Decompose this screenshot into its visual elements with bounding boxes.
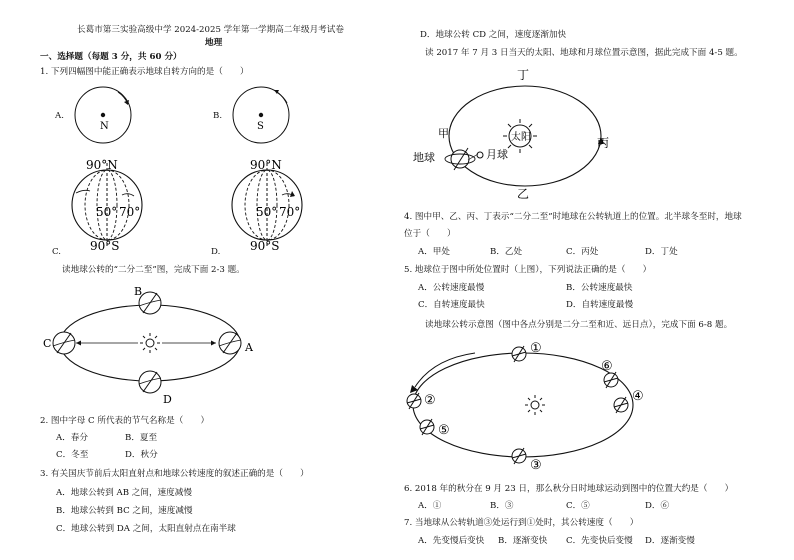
q7-option-d: D．逐渐变慢 [645,536,695,546]
q2-option-a: A．春分 [56,433,88,443]
earth-a-icon [219,332,241,354]
q1d-lat-90s: 90°S [250,239,280,253]
q6-orbit-figure [400,335,670,473]
q1-figure-d-globe [222,155,312,255]
fig6-label-4: ④ [632,389,644,404]
sun-icon [503,119,537,153]
question-5-stem: 5. 地球位于图中所处位置时（上图），下列说法正确的是（ ） [404,265,652,275]
moon-icon [477,152,483,158]
q5-option-d: D．自转速度最慢 [566,300,634,310]
earth-pos-5-icon [420,419,434,435]
q1-option-d: D. [211,247,221,257]
q2-option-b: B．夏至 [125,433,158,443]
question-4-stem: 4. 图中甲、乙、丙、丁表示“二分二至”时地球在公转轨道上的位置。北半球冬至时，地球 [404,212,742,222]
q7-option-a: A．先变慢后变快 [418,536,485,546]
exam-title: 长葛市第三实验高级中学 2024-2025 学年第一学期高二年级月考试卷 [77,25,344,35]
q1c-lat-90n: 90°N [86,158,118,172]
question-3-stem: 3. 有关国庆节前后太阳直射点和地球公转速度的叙述正确的是（ ） [40,469,309,479]
q6-option-b: B．③ [490,501,514,511]
q1-option-c: C. [52,247,62,257]
question-4-stem-2: 位于（ ） [404,229,456,239]
q4-option-b: B．乙处 [490,247,523,257]
intro-q4-5: 读 2017 年 7 月 3 日当天的太阳、地球和月球位置示意图，据此完成下面 4-5 题。 [425,48,743,58]
fig6-label-1: ① [530,341,542,356]
q4-orbit-figure [410,64,630,204]
q1c-lat-50: 50° [96,205,118,219]
section-heading: 一、选择题（每题 3 分，共 60 分） [40,52,182,62]
fig4-label-ding: 丁 [517,68,530,82]
q1-option-b: B. [213,111,223,121]
q1d-lat-70: 70° [279,205,301,219]
q1-option-a: A. [55,111,64,121]
earth-pos-2-icon [407,393,421,409]
q1-figure-b-polar-south [228,80,298,150]
q1-pole-s-label: S [257,121,264,132]
q1-figure-c-globe [62,155,152,255]
earth-pos-4-icon [614,397,628,413]
fig4-label-jia: 甲 [438,127,449,140]
sun-icon [140,333,160,353]
q4-option-c: C．丙处 [566,247,599,257]
question-2-stem: 2. 图中字母 C 所代表的节气名称是（ ） [40,416,210,426]
question-6-stem: 6. 2018 年的秋分在 9 月 23 日，那么秋分日时地球运动到图中的位置大约是（ ） [404,484,734,494]
earth-icon [445,148,475,170]
q5-option-a: A．公转速度最慢 [418,283,485,293]
q1c-lat-70: 70° [119,205,141,219]
fig6-label-5: ⑤ [438,423,450,438]
fig4-label-bing: 丙 [597,136,610,150]
fig2-label-a: A [245,341,253,354]
fig2-label-d: D [163,393,172,406]
q4-option-a: A．甲处 [418,247,450,257]
q6-option-a: A．① [418,501,442,511]
fig6-label-6: ⑥ [601,359,613,374]
q7-option-c: C．先变快后变慢 [566,536,633,546]
q1c-lat-90s: 90°S [90,239,120,253]
q2-option-d: D．秋分 [125,450,158,460]
exam-subject: 地理 [205,38,223,48]
q1-pole-n-label: N [100,121,109,132]
fig4-label-earth: 地球 [413,151,435,164]
q3-option-b: B．地球公转到 BC 之间，速度减慢 [56,506,193,516]
q3-option-c: C．地球公转到 DA 之间，太阳直射点在南半球 [56,524,236,534]
earth-pos-1-icon [512,346,526,362]
q7-option-b: B．逐渐变快 [498,536,548,546]
fig6-label-2: ② [424,393,436,408]
question-1-stem: 1. 下列四幅图中能正确表示地球自转方向的是（ ） [40,67,249,77]
q6-option-d: D．⑥ [645,501,670,511]
intro-q6-8: 读地球公转示意图（图中各点分别是二分二至和近、远日点），完成下面 6-8 题。 [425,320,733,330]
earth-b-icon [139,292,161,314]
q5-option-c: C．自转速度最快 [418,300,485,310]
q2-option-c: C．冬至 [56,450,89,460]
earth-c-icon [53,332,75,354]
q2-orbit-figure [40,280,270,405]
q6-option-c: C．⑤ [566,501,590,511]
intro-q2-3: 读地球公转的“二分二至”图，完成下面 2-3 题。 [62,265,245,275]
earth-d-icon [139,371,161,393]
sun-icon [525,395,545,415]
q3-option-d: D．地球公转 CD 之间，速度逐渐加快 [420,30,567,40]
earth-pos-3-icon [512,448,526,464]
q1d-lat-50: 50° [256,205,278,219]
fig6-label-3: ③ [530,458,542,473]
earth-pos-6-icon [604,372,618,388]
question-7-stem: 7. 当地球从公转轨道③处运行到①处时，其公转速度（ ） [404,518,639,528]
fig4-label-moon: 月球 [486,148,508,161]
q3-option-a: A．地球公转到 AB 之间，速度减慢 [56,488,192,498]
q4-option-d: D．丁处 [645,247,678,257]
fig2-label-c: C [43,337,52,350]
q5-option-b: B．公转速度最快 [566,283,633,293]
q1d-lat-90n: 90°N [250,158,282,172]
q1-figure-a-polar-north [70,80,140,150]
fig4-label-yi: 乙 [517,187,530,201]
fig2-label-b: B [134,285,143,298]
fig4-sun-label: 太阳 [511,132,531,143]
